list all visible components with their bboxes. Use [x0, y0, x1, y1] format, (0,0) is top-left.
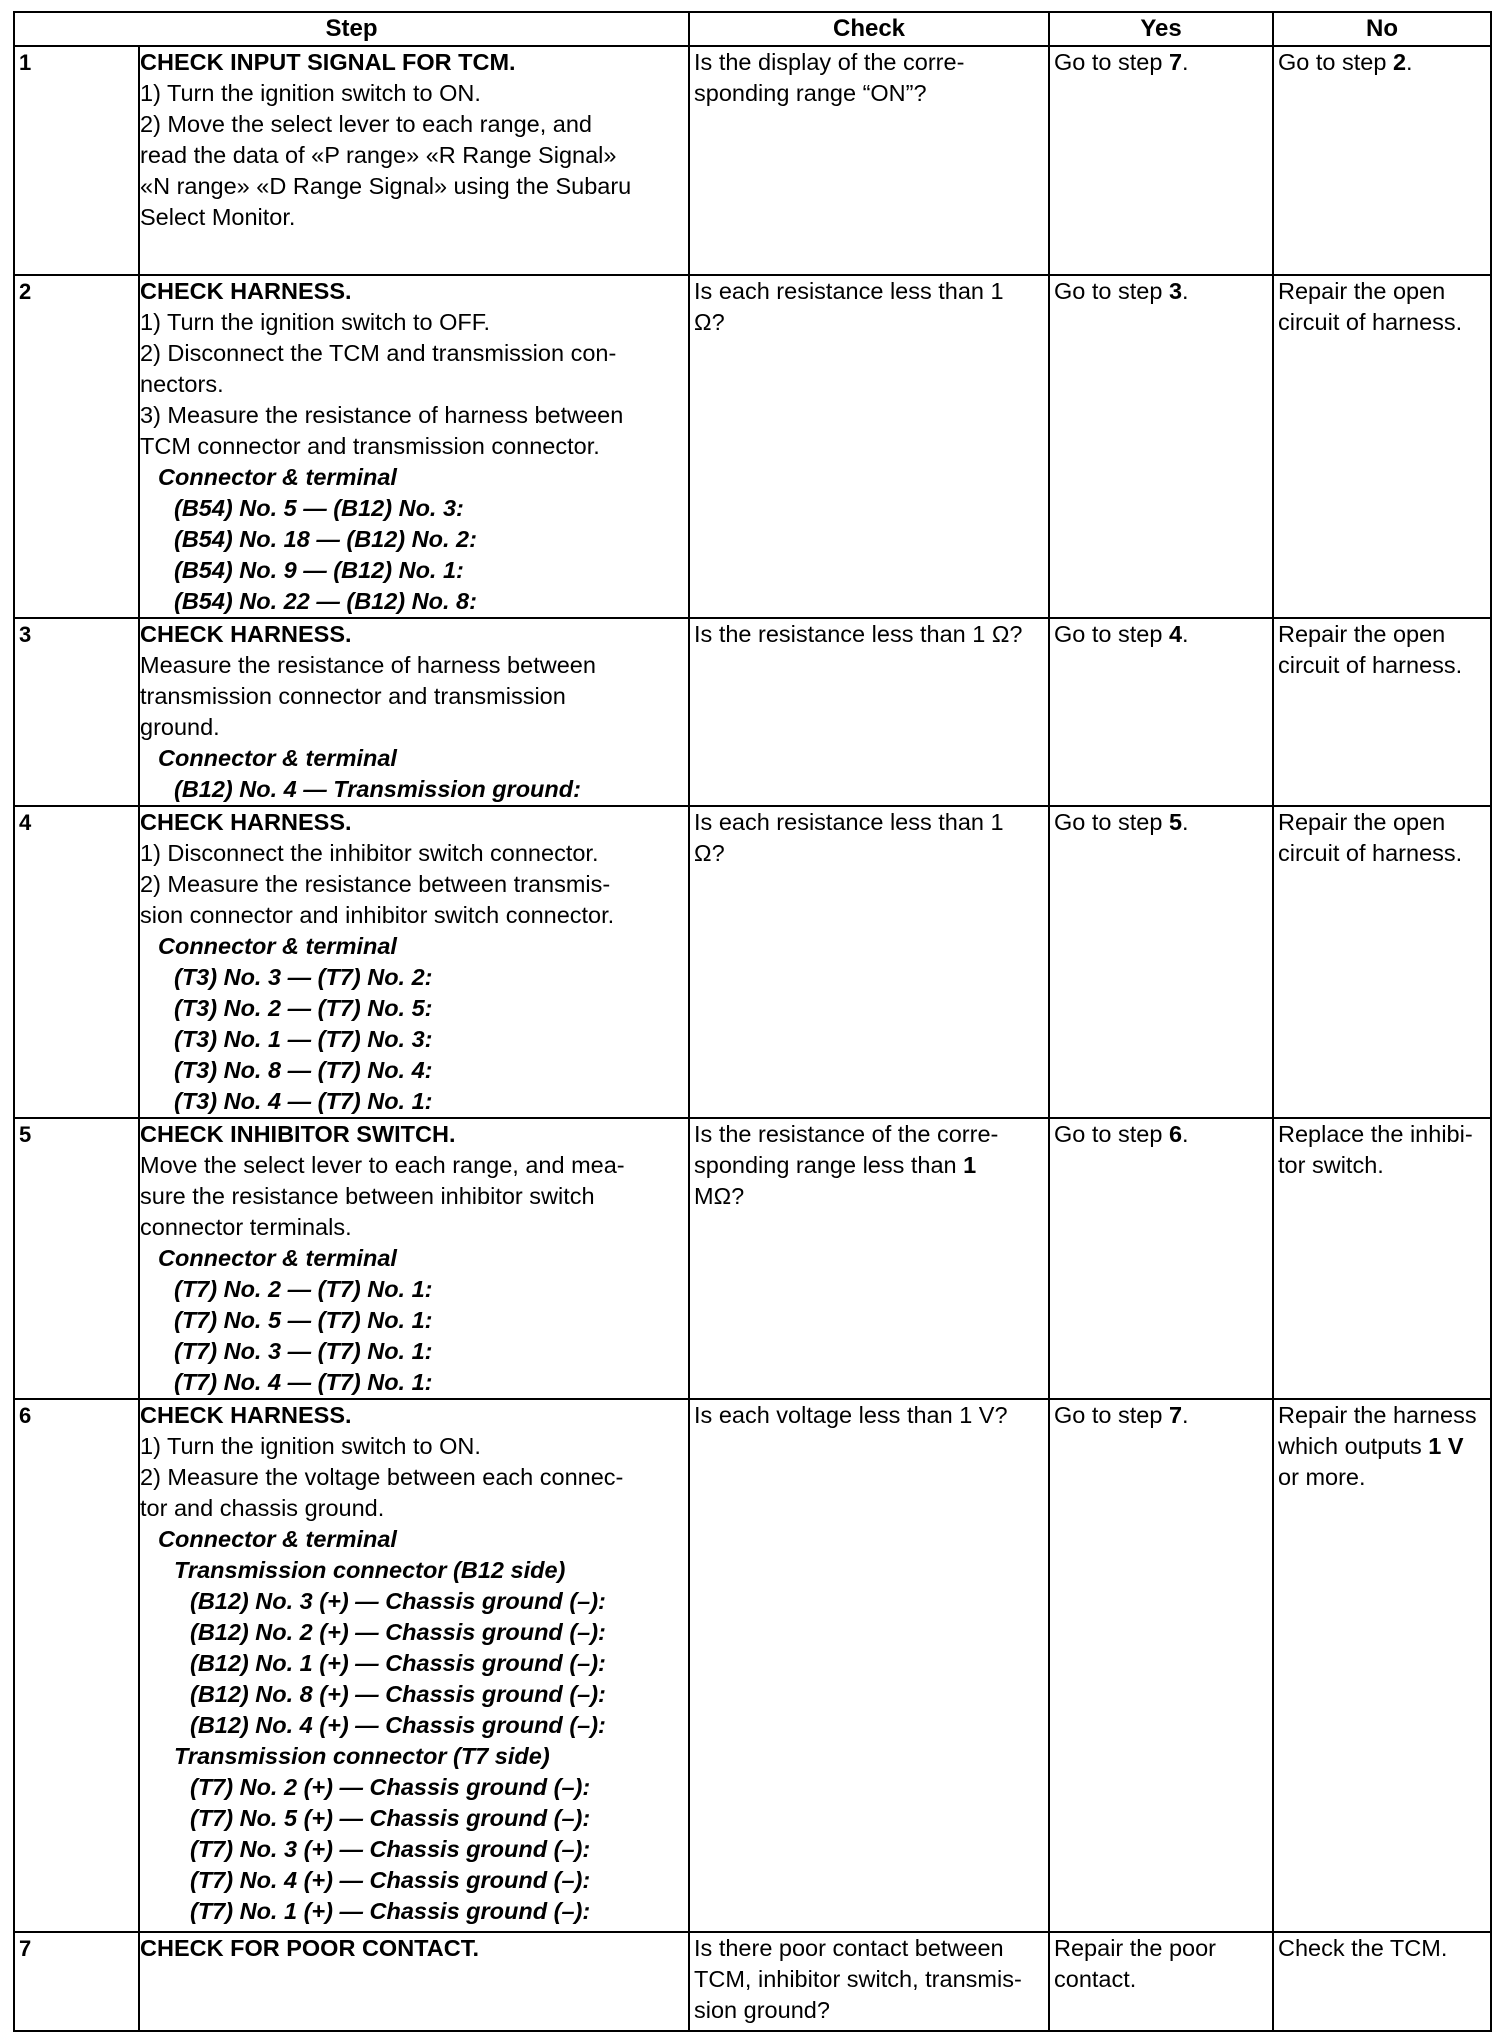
check-cell	[689, 275, 1049, 618]
step-text: read the data of «P range» «R Range Signal»	[140, 142, 617, 168]
step-cell	[139, 806, 689, 1118]
yes-tail: .	[1182, 278, 1189, 304]
yes-text: Go to step	[1054, 1402, 1169, 1428]
connector-terminal-entry: (B12) No. 3 (+) — Chassis ground (–):	[190, 1588, 606, 1614]
no-text: Repair the harness	[1278, 1402, 1477, 1428]
step-text: nectors.	[140, 371, 224, 397]
connector-terminal-entry: (T3) No. 2 — (T7) No. 5:	[174, 995, 433, 1021]
step-number: 5	[14, 1118, 139, 1399]
connector-terminal-entry: (B12) No. 8 (+) — Chassis ground (–):	[190, 1681, 606, 1707]
yes-tail: .	[1182, 621, 1189, 647]
check-cell	[689, 46, 1049, 275]
diagnostic-table	[13, 11, 1492, 2032]
yes-step-ref: 6	[1168, 1121, 1183, 1147]
yes-text: Go to step	[1054, 49, 1169, 75]
step-text: 2) Measure the resistance between transmis-	[140, 871, 611, 897]
step-text: ground.	[140, 714, 220, 740]
step-title: CHECK HARNESS.	[140, 809, 352, 835]
connector-terminal-label: Connector & terminal	[158, 745, 397, 771]
yes-step-ref: 7	[1168, 1402, 1183, 1428]
no-text	[1278, 1431, 1486, 1462]
no-text: Check the TCM.	[1278, 1935, 1448, 1961]
yes-text: Repair the poor	[1054, 1935, 1217, 1961]
no-tail: .	[1406, 49, 1413, 75]
check-cell	[689, 1399, 1049, 1932]
step-text: sure the resistance between inhibitor switch	[140, 1183, 595, 1209]
no-text: Go to step	[1278, 49, 1393, 75]
connector-terminal-label: Connector & terminal	[158, 1245, 397, 1271]
yes-cell	[1049, 275, 1273, 618]
yes-step-ref: 3	[1168, 278, 1183, 304]
yes-cell	[1049, 46, 1273, 275]
no-cell	[1273, 1118, 1491, 1399]
yes-text: Go to step	[1054, 278, 1169, 304]
no-text: circuit of harness.	[1278, 652, 1463, 678]
connector-terminal-entry: (B12) No. 1 (+) — Chassis ground (–):	[190, 1650, 606, 1676]
yes-cell	[1049, 806, 1273, 1118]
check-cell	[689, 1118, 1049, 1399]
yes-cell	[1049, 1118, 1273, 1399]
check-text: sponding range “ON”?	[694, 80, 927, 106]
no-text: Repair the open	[1278, 621, 1446, 647]
check-text: Is each resistance less than 1	[694, 809, 1004, 835]
connector-terminal-entry: (T7) No. 4 (+) — Chassis ground (–):	[190, 1867, 591, 1893]
no-cell	[1273, 618, 1491, 806]
step-cell	[139, 618, 689, 806]
check-text: sion ground?	[694, 1997, 830, 2023]
table-row	[14, 806, 1491, 1118]
table-row	[14, 275, 1491, 618]
step-text: 3) Measure the resistance of harness between	[140, 402, 624, 428]
yes-step-ref: 5	[1168, 809, 1183, 835]
yes-tail: .	[1182, 809, 1189, 835]
no-text-part: which outputs	[1278, 1433, 1429, 1459]
table-row	[14, 618, 1491, 806]
step-cell	[139, 1118, 689, 1399]
step-text: «N range» «D Range Signal» using the Subaru	[140, 173, 632, 199]
header-step: Step	[14, 12, 689, 46]
step-title: CHECK INPUT SIGNAL FOR TCM.	[140, 49, 516, 75]
connector-terminal-entry: (T7) No. 5 — (T7) No. 1:	[174, 1307, 433, 1333]
no-cell	[1273, 806, 1491, 1118]
header-yes: Yes	[1049, 12, 1273, 46]
table-row	[14, 1932, 1491, 2031]
step-text: tor and chassis ground.	[140, 1495, 385, 1521]
no-value: 1 V	[1428, 1433, 1464, 1459]
step-number: 7	[14, 1932, 139, 2031]
no-cell	[1273, 1399, 1491, 1932]
step-text: Move the select lever to each range, and mea-	[140, 1152, 625, 1178]
check-text: Is the resistance of the corre-	[694, 1121, 999, 1147]
step-cell	[139, 275, 689, 618]
connector-terminal-entry: (T7) No. 4 — (T7) No. 1:	[174, 1369, 433, 1395]
connector-terminal-entry: (B12) No. 4 — Transmission ground:	[174, 776, 581, 802]
yes-cell	[1049, 618, 1273, 806]
no-cell	[1273, 46, 1491, 275]
yes-text: Go to step	[1054, 809, 1169, 835]
step-number: 4	[14, 806, 139, 1118]
step-title: CHECK INHIBITOR SWITCH.	[140, 1121, 456, 1147]
check-text: Ω?	[694, 309, 725, 335]
step-text: Select Monitor.	[140, 204, 296, 230]
step-cell	[139, 46, 689, 275]
step-text: 1) Disconnect the inhibitor switch connector.	[140, 840, 599, 866]
header-check: Check	[689, 12, 1049, 46]
check-text: MΩ?	[694, 1183, 745, 1209]
no-cell	[1273, 275, 1491, 618]
step-cell	[139, 1399, 689, 1932]
header-no: No	[1273, 12, 1491, 46]
connector-terminal-entry: (T3) No. 1 — (T7) No. 3:	[174, 1026, 433, 1052]
step-title: CHECK FOR POOR CONTACT.	[140, 1935, 480, 1961]
connector-terminal-entry: (T7) No. 2 — (T7) No. 1:	[174, 1276, 433, 1302]
connector-terminal-label: Connector & terminal	[158, 933, 397, 959]
no-text: tor switch.	[1278, 1152, 1384, 1178]
connector-terminal-label: Connector & terminal	[158, 1526, 397, 1552]
connector-terminal-entry: (T7) No. 3 — (T7) No. 1:	[174, 1338, 433, 1364]
step-text: 1) Turn the ignition switch to ON.	[140, 1433, 481, 1459]
no-text: Repair the open	[1278, 278, 1446, 304]
table-row	[14, 1399, 1491, 1932]
check-text: Is there poor contact between	[694, 1935, 1004, 1961]
step-title: CHECK HARNESS.	[140, 621, 352, 647]
step-title: CHECK HARNESS.	[140, 1402, 352, 1428]
connector-terminal-entry: (T3) No. 8 — (T7) No. 4:	[174, 1057, 433, 1083]
connector-terminal-entry: (T3) No. 3 — (T7) No. 2:	[174, 964, 433, 990]
step-text: 2) Move the select lever to each range, and	[140, 111, 592, 137]
no-step-ref: 2	[1392, 49, 1407, 75]
yes-tail: .	[1182, 49, 1189, 75]
no-text: circuit of harness.	[1278, 309, 1463, 335]
yes-text: contact.	[1054, 1966, 1137, 1992]
step-text: transmission connector and transmission	[140, 683, 566, 709]
header-row	[14, 12, 1491, 46]
step-text: TCM connector and transmission connector.	[140, 433, 600, 459]
check-text	[694, 1150, 1044, 1181]
check-cell	[689, 1932, 1049, 2031]
no-cell	[1273, 1932, 1491, 2031]
connector-terminal-entry: (B12) No. 2 (+) — Chassis ground (–):	[190, 1619, 606, 1645]
yes-tail: .	[1182, 1402, 1189, 1428]
step-text: Measure the resistance of harness between	[140, 652, 596, 678]
check-text: Ω?	[694, 840, 725, 866]
check-text: Is each resistance less than 1	[694, 278, 1004, 304]
step-text: 1) Turn the ignition switch to ON.	[140, 80, 481, 106]
connector-terminal-entry: (B54) No. 22 — (B12) No. 8:	[174, 588, 477, 614]
connector-terminal-entry: (T7) No. 3 (+) — Chassis ground (–):	[190, 1836, 591, 1862]
no-text: Replace the inhibi-	[1278, 1121, 1473, 1147]
connector-terminal-entry: (B54) No. 9 — (B12) No. 1:	[174, 557, 464, 583]
connector-terminal-entry: (B54) No. 5 — (B12) No. 3:	[174, 495, 464, 521]
check-text-part: sponding range less than	[694, 1152, 964, 1178]
connector-terminal-entry: (T7) No. 5 (+) — Chassis ground (–):	[190, 1805, 591, 1831]
step-cell	[139, 1932, 689, 2031]
connector-terminal-entry: (T7) No. 2 (+) — Chassis ground (–):	[190, 1774, 591, 1800]
check-text: Is each voltage less than 1 V?	[694, 1402, 1008, 1428]
check-value: 1	[963, 1152, 977, 1178]
connector-terminal-entry: (B12) No. 4 (+) — Chassis ground (–):	[190, 1712, 606, 1738]
connector-terminal-label: Connector & terminal	[158, 464, 397, 490]
check-text: Is the display of the corre-	[694, 49, 965, 75]
connector-group-label: Transmission connector (B12 side)	[174, 1557, 566, 1583]
step-number: 2	[14, 275, 139, 618]
step-number: 6	[14, 1399, 139, 1932]
step-number: 1	[14, 46, 139, 275]
connector-group-label: Transmission connector (T7 side)	[174, 1743, 550, 1769]
table-row	[14, 46, 1491, 275]
check-text: TCM, inhibitor switch, transmis-	[694, 1966, 1022, 1992]
yes-step-ref: 4	[1168, 621, 1183, 647]
no-text: circuit of harness.	[1278, 840, 1463, 866]
step-text: sion connector and inhibitor switch connector.	[140, 902, 615, 928]
check-cell	[689, 618, 1049, 806]
step-text: 2) Measure the voltage between each connec-	[140, 1464, 624, 1490]
yes-text: Go to step	[1054, 1121, 1169, 1147]
step-text: 1) Turn the ignition switch to OFF.	[140, 309, 491, 335]
yes-text: Go to step	[1054, 621, 1169, 647]
check-cell	[689, 806, 1049, 1118]
table-row	[14, 1118, 1491, 1399]
step-title: CHECK HARNESS.	[140, 278, 352, 304]
yes-step-ref: 7	[1168, 49, 1183, 75]
step-number: 3	[14, 618, 139, 806]
no-text: Repair the open	[1278, 809, 1446, 835]
no-text: or more.	[1278, 1464, 1366, 1490]
yes-tail: .	[1182, 1121, 1189, 1147]
step-text: connector terminals.	[140, 1214, 352, 1240]
yes-cell	[1049, 1399, 1273, 1932]
connector-terminal-entry: (B54) No. 18 — (B12) No. 2:	[174, 526, 477, 552]
connector-terminal-entry: (T3) No. 4 — (T7) No. 1:	[174, 1088, 433, 1114]
yes-cell	[1049, 1932, 1273, 2031]
step-text: 2) Disconnect the TCM and transmission con-	[140, 340, 617, 366]
check-text: Is the resistance less than 1 Ω?	[694, 621, 1023, 647]
connector-terminal-entry: (T7) No. 1 (+) — Chassis ground (–):	[190, 1898, 591, 1924]
